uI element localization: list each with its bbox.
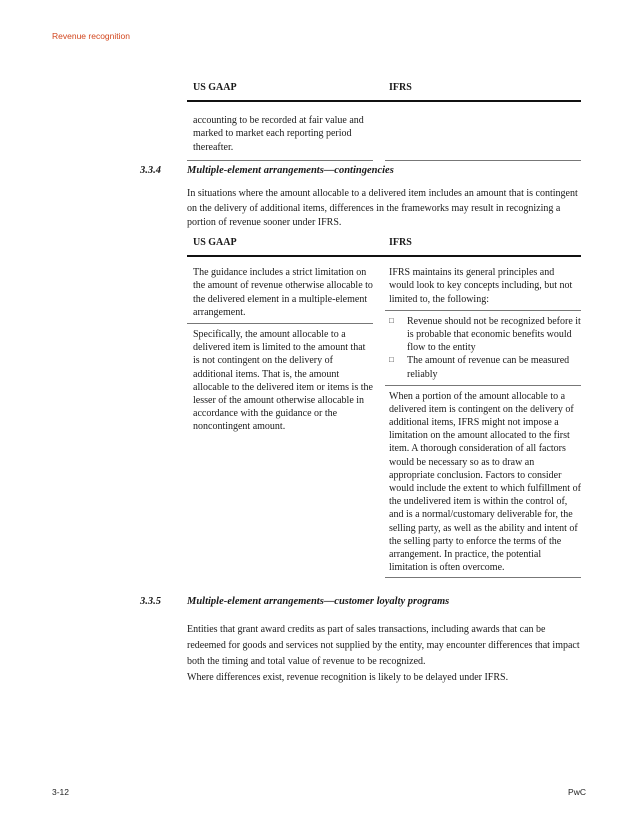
page-number: 3-12	[52, 787, 70, 797]
table-row	[187, 257, 581, 577]
col-header-us-gaap: US GAAP	[193, 237, 237, 248]
running-header: Revenue recognition	[52, 31, 130, 41]
us-gaap-para: Specifically, the amount allocable to a delivered item is limited to the amount that is not contingent on the delivery of additional items. That is, the amount allocable to the delivered item or items is the lesser of the amount otherwise allocable in accordance with the guidance or the noncontingent amount.	[193, 328, 373, 433]
ifrs-para: When a portion of the amount allocable to a delivered item is contingent on the delivery of additional items, IFRS might not impose a limitation on the amount allocated to the first item. A thorough consideration of all factors would be necessary so as to draw an appropriate conclusion. Factors to consider would include the extent to which fulfillment of the undelivered item is within the control of, and is a normal/customary deliverable for, the selling party, as well as the ability and intent of the selling party to enforce the terms of the arrangement. In practice, the potential limitation is often overcome.	[389, 390, 581, 574]
section-paragraph: Where differences exist, revenue recognition is likely to be delayed under IFRS.	[187, 672, 509, 683]
ifrs-cell	[385, 114, 581, 154]
us-gaap-cell	[187, 266, 373, 577]
table-bottom-rule	[187, 160, 581, 161]
ifrs-para: IFRS maintains its general principles and would look to key concepts including, but not limited to, the following:	[389, 267, 573, 305]
section-title: Multiple-element arrangements—contingencies	[187, 165, 394, 176]
brand-label: PwC	[568, 787, 586, 797]
section-number: 3.3.5	[140, 596, 161, 607]
col-header-us-gaap: US GAAP	[193, 82, 237, 93]
comparison-table-continued	[187, 81, 581, 161]
checkbox-bullet-icon: □	[389, 315, 394, 325]
table-header-row	[187, 236, 581, 257]
section-title: Multiple-element arrangements—customer loyalty programs	[187, 596, 450, 607]
comparison-table	[187, 236, 581, 578]
ifrs-bullet-list	[389, 315, 581, 381]
us-gaap-para: The guidance includes a strict limitation on the amount of revenue otherwise allocable to the delivered element in a multiple-element arrangement.	[193, 267, 373, 318]
checkbox-bullet-icon: □	[389, 355, 394, 365]
section-paragraph: Entities that grant award credits as part of sales transactions, including awards that can be redeemed for goods and services not supplied by the entity, may encounter differences that impact both the timing and total value of revenue to be recognized.	[187, 624, 580, 667]
table-bottom-rule	[187, 577, 581, 578]
section-number: 3.3.4	[140, 165, 161, 176]
col-header-ifrs: IFRS	[389, 82, 412, 93]
col-header-ifrs: IFRS	[389, 237, 412, 248]
list-item: □ Revenue should not be recognized before it is probable that economic benefits would flow to the entity	[389, 315, 581, 354]
us-gaap-cell: accounting to be recorded at fair value and marked to market each reporting period thereafter.	[193, 115, 364, 153]
section-intro: In situations where the amount allocable to a delivered item includes an amount that is contingent on the delivery of additional items, differences in the frameworks may result in recognizing a portion of revenue sooner under IFRS.	[187, 188, 578, 228]
ifrs-cell	[385, 266, 581, 577]
table-header-row	[187, 81, 581, 102]
list-item: □ The amount of revenue can be measured reliably	[389, 355, 570, 380]
table-row	[187, 102, 581, 160]
